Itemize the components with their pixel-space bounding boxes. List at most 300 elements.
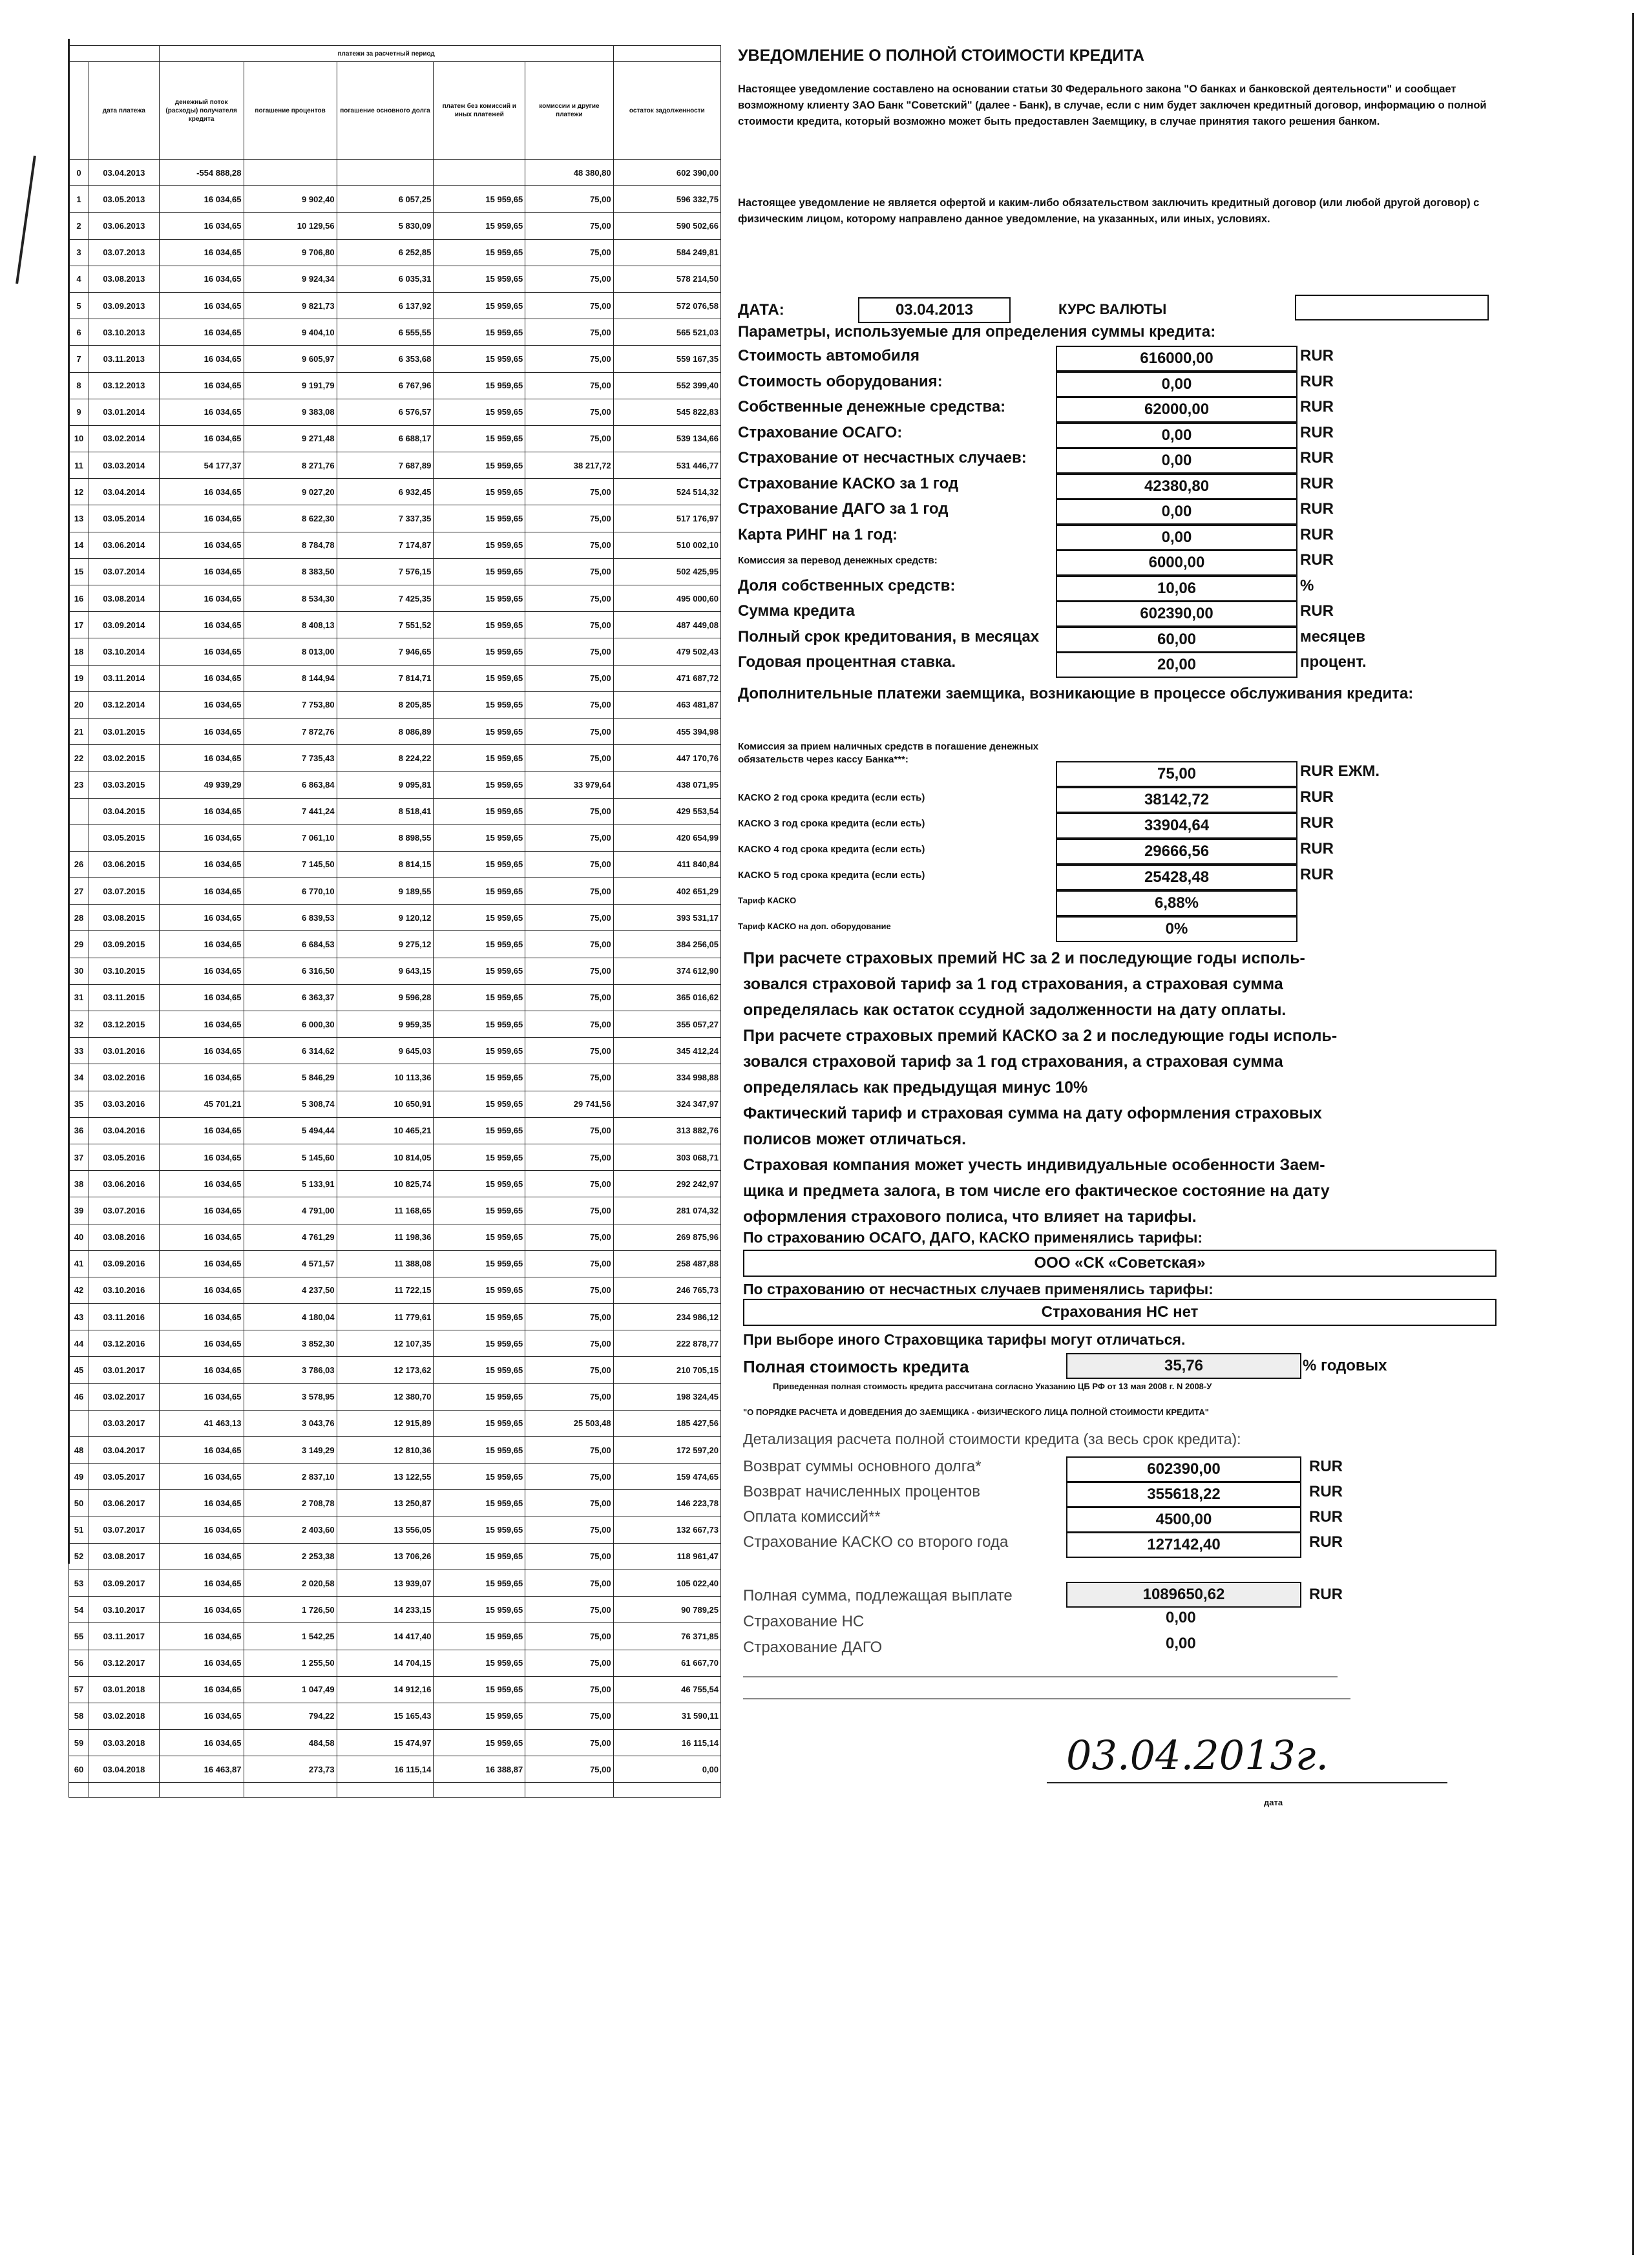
table-cell: 75,00: [525, 213, 613, 239]
table-cell: 15 959,65: [434, 905, 525, 931]
table-cell: 75,00: [525, 984, 613, 1011]
table-cell: 8: [69, 372, 89, 399]
table-cell: 75,00: [525, 851, 613, 877]
extra-label: КАСКО 3 год срока кредита (если есть): [738, 818, 925, 829]
table-cell: 15 959,65: [434, 1011, 525, 1038]
table-row: [69, 1011, 721, 1038]
table-cell: 16 034,65: [159, 1437, 244, 1464]
table-cell: 447 170,76: [613, 745, 720, 772]
table-cell: 3 149,29: [244, 1437, 337, 1464]
table-cell: 16 034,65: [159, 1197, 244, 1224]
param-value: 62000,00: [1056, 397, 1297, 423]
table-cell: 14 912,16: [337, 1676, 434, 1703]
table-cell: 15 959,65: [434, 1330, 525, 1357]
table-cell: 03.01.2015: [89, 718, 160, 744]
table-row: [69, 1224, 721, 1250]
table-cell: 23: [69, 772, 89, 798]
param-value: 0,00: [1056, 499, 1297, 525]
table-cell: 9 596,28: [337, 984, 434, 1011]
table-cell: 4 791,00: [244, 1197, 337, 1224]
table-cell: 75,00: [525, 1357, 613, 1383]
table-cell: 36: [69, 1117, 89, 1144]
table-cell: 2 837,10: [244, 1464, 337, 1490]
table-cell: 15 959,65: [434, 1224, 525, 1250]
table-cell: 172 597,20: [613, 1437, 720, 1464]
table-cell: 15 959,65: [434, 346, 525, 372]
table-cell: 6 555,55: [337, 319, 434, 346]
table-cell: 75,00: [525, 319, 613, 346]
table-cell: 16 115,14: [613, 1730, 720, 1756]
column-header: дата платежа: [89, 62, 160, 160]
table-cell: 15 959,65: [434, 1383, 525, 1410]
table-row: [69, 1091, 721, 1117]
note-line: щика и предмета залога, в том числе его фактическое состояние на дату: [743, 1182, 1330, 1200]
table-cell: 15 959,65: [434, 1490, 525, 1517]
table-cell: 03.02.2014: [89, 425, 160, 452]
table-row: [69, 160, 721, 186]
table-cell: 552 399,40: [613, 372, 720, 399]
table-cell: 198 324,45: [613, 1383, 720, 1410]
detail-label: Страхование КАСКО со второго года: [743, 1533, 1009, 1551]
table-cell: 03.02.2017: [89, 1383, 160, 1410]
table-cell: 31 590,11: [613, 1703, 720, 1729]
table-cell: 50: [69, 1490, 89, 1517]
table-cell: 45: [69, 1357, 89, 1383]
table-row: [69, 638, 721, 665]
table-cell: 384 256,05: [613, 931, 720, 958]
param-unit: месяцев: [1300, 627, 1365, 646]
table-cell: 9: [69, 399, 89, 425]
table-cell: 8 144,94: [244, 665, 337, 691]
table-cell: 15 959,65: [434, 772, 525, 798]
table-cell: 75,00: [525, 1676, 613, 1703]
table-cell: 185 427,56: [613, 1410, 720, 1436]
table-row: [69, 239, 721, 266]
param-unit: RUR: [1300, 500, 1334, 518]
table-cell: 584 249,81: [613, 239, 720, 266]
table-cell: 16 034,65: [159, 691, 244, 718]
table-cell: 16 034,65: [159, 1117, 244, 1144]
table-cell: 7 872,76: [244, 718, 337, 744]
table-cell: 12 173,62: [337, 1357, 434, 1383]
table-cell: 46: [69, 1383, 89, 1410]
table-cell: 429 553,54: [613, 798, 720, 824]
table-row: [69, 1623, 721, 1650]
table-row: [69, 399, 721, 425]
table-cell: 10 465,21: [337, 1117, 434, 1144]
extra-label: Комиссия за прием наличных средств в погашение денежных обязательств через кассу Банка***:: [738, 741, 1039, 765]
table-cell: 03.08.2014: [89, 585, 160, 612]
table-cell: 16 034,65: [159, 292, 244, 319]
param-value: 0,00: [1056, 525, 1297, 551]
table-cell: 03.12.2013: [89, 372, 160, 399]
table-cell: 15 959,65: [434, 213, 525, 239]
table-cell: 19: [69, 665, 89, 691]
table-cell: 75,00: [525, 1277, 613, 1303]
totals-cell: [337, 1783, 434, 1798]
table-cell: 03.08.2013: [89, 266, 160, 292]
table-cell: 75,00: [525, 1250, 613, 1277]
table-cell: 517 176,97: [613, 505, 720, 532]
table-row: [69, 745, 721, 772]
table-cell: 15 959,65: [434, 479, 525, 505]
table-cell: 03.02.2016: [89, 1064, 160, 1091]
note-line: оформления страхового полиса, что влияет на тарифы.: [743, 1208, 1197, 1226]
param-unit: RUR: [1300, 372, 1334, 390]
table-cell: 29 741,56: [525, 1091, 613, 1117]
table-cell: 5 145,60: [244, 1144, 337, 1170]
group-header: платежи за расчетный период: [159, 46, 613, 62]
table-cell: 16 034,65: [159, 266, 244, 292]
table-cell: 16 034,65: [159, 1730, 244, 1756]
table-cell: 03.09.2016: [89, 1250, 160, 1277]
param-label: Карта РИНГ на 1 год:: [738, 525, 898, 543]
table-cell: 15 959,65: [434, 1144, 525, 1170]
table-cell: 365 016,62: [613, 984, 720, 1011]
table-row: [69, 1597, 721, 1623]
table-row: [69, 532, 721, 558]
table-cell: 16 463,87: [159, 1756, 244, 1783]
note-line: зовался страховой тариф за 1 год страхования, а страховая сумма: [743, 1053, 1283, 1071]
table-cell: 15 959,65: [434, 1250, 525, 1277]
table-cell: 16 034,65: [159, 1330, 244, 1357]
extra-value: 33904,64: [1056, 813, 1297, 839]
totals-cell: [613, 1783, 720, 1798]
table-cell: 7 441,24: [244, 798, 337, 824]
table-cell: 15 959,65: [434, 1703, 525, 1729]
notice-paragraph-2: Настоящее уведомление не является офертой и каким-либо обязательством заключить кредитный договор (или любой другой договор) с физическим лицом, которому направлено данное уведомление, на указанных, или иных, условиях.: [738, 197, 1480, 225]
table-cell: 455 394,98: [613, 718, 720, 744]
table-cell: 03.11.2013: [89, 346, 160, 372]
table-cell: 75,00: [525, 1038, 613, 1064]
table-cell: 210 705,15: [613, 1357, 720, 1383]
table-cell: 20: [69, 691, 89, 718]
table-cell: 75,00: [525, 745, 613, 772]
totals-cell: [89, 1783, 160, 1798]
table-cell: 03.08.2017: [89, 1543, 160, 1570]
table-cell: 9 027,20: [244, 479, 337, 505]
table-cell: 8 205,85: [337, 691, 434, 718]
table-cell: 46 755,54: [613, 1676, 720, 1703]
table-cell: 8 622,30: [244, 505, 337, 532]
table-cell: 2 253,38: [244, 1543, 337, 1570]
table-cell: 559 167,35: [613, 346, 720, 372]
table-row: [69, 1730, 721, 1756]
table-cell: 03.12.2014: [89, 691, 160, 718]
table-cell: 75,00: [525, 399, 613, 425]
table-row: [69, 1304, 721, 1330]
table-cell: 15 959,65: [434, 1357, 525, 1383]
table-cell: 03.01.2016: [89, 1038, 160, 1064]
table-cell: 292 242,97: [613, 1171, 720, 1197]
table-cell: 15 959,65: [434, 798, 525, 824]
table-cell: 12 107,35: [337, 1330, 434, 1357]
table-row: [69, 984, 721, 1011]
table-cell: 75,00: [525, 532, 613, 558]
table-cell: 03.02.2018: [89, 1703, 160, 1729]
table-cell: 16 034,65: [159, 505, 244, 532]
table-cell: 90 789,25: [613, 1597, 720, 1623]
param-unit: %: [1300, 576, 1314, 594]
table-cell: 9 404,10: [244, 319, 337, 346]
table-cell: 16 034,65: [159, 931, 244, 958]
table-cell: 16 034,65: [159, 186, 244, 213]
table-cell: 03.12.2015: [89, 1011, 160, 1038]
table-cell: 48 380,80: [525, 160, 613, 186]
table-row: [69, 505, 721, 532]
table-cell: 03.03.2014: [89, 452, 160, 479]
table-cell: 38: [69, 1171, 89, 1197]
table-cell: 9 706,80: [244, 239, 337, 266]
table-cell: 16 034,65: [159, 1171, 244, 1197]
table-cell: 11 168,65: [337, 1197, 434, 1224]
payment-schedule-table: [68, 45, 721, 1798]
table-cell: 28: [69, 905, 89, 931]
table-cell: [434, 160, 525, 186]
table-cell: 5 133,91: [244, 1171, 337, 1197]
table-cell: 8 534,30: [244, 585, 337, 612]
table-cell: 7 814,71: [337, 665, 434, 691]
table-cell: 7 551,52: [337, 612, 434, 638]
table-cell: 17: [69, 612, 89, 638]
notice-title: УВЕДОМЛЕНИЕ О ПОЛНОЙ СТОИМОСТИ КРЕДИТА: [738, 47, 1144, 65]
table-cell: 16 034,65: [159, 612, 244, 638]
note-line: зовался страховой тариф за 1 год страхования, а страховая сумма: [743, 975, 1283, 993]
table-cell: 37: [69, 1144, 89, 1170]
table-cell: 510 002,10: [613, 532, 720, 558]
psk-note-2: "О ПОРЯДКЕ РАСЧЕТА И ДОВЕДЕНИЯ ДО ЗАЕМЩИКА - ФИЗИЧЕСКОГО ЛИЦА ПОЛНОЙ СТОИМОСТИ КРЕДИТА": [743, 1407, 1209, 1417]
totals-row: [69, 1783, 721, 1798]
table-cell: 7 576,15: [337, 558, 434, 585]
table-cell: 03.07.2015: [89, 878, 160, 905]
table-cell: 41: [69, 1250, 89, 1277]
table-cell: 03.09.2014: [89, 612, 160, 638]
table-cell: 12 810,36: [337, 1437, 434, 1464]
table-cell: 11 779,61: [337, 1304, 434, 1330]
table-cell: 524 514,32: [613, 479, 720, 505]
param-value: 0,00: [1056, 372, 1297, 397]
table-cell: 479 502,43: [613, 638, 720, 665]
table-cell: -554 888,28: [159, 160, 244, 186]
table-cell: 75,00: [525, 558, 613, 585]
table-row: [69, 905, 721, 931]
table-cell: 15 959,65: [434, 239, 525, 266]
table-cell: 03.07.2016: [89, 1197, 160, 1224]
table-cell: 03.03.2015: [89, 772, 160, 798]
table-cell: 03.06.2013: [89, 213, 160, 239]
note-line: определялась как остаток ссудной задолженности на дату оплаты.: [743, 1001, 1287, 1019]
param-value: 42380,80: [1056, 474, 1297, 499]
extra-unit: RUR: [1300, 788, 1334, 806]
table-row: [69, 585, 721, 612]
table-cell: 539 134,66: [613, 425, 720, 452]
extra-unit: RUR: [1300, 840, 1334, 857]
column-header: денежный поток (расходы) получателя кредита: [159, 62, 244, 160]
table-cell: 75,00: [525, 1011, 613, 1038]
note-line: При расчете страховых премий НС за 2 и последующие годы исполь-: [743, 949, 1305, 967]
table-cell: 75,00: [525, 718, 613, 744]
table-cell: 9 383,08: [244, 399, 337, 425]
table-cell: 13 556,05: [337, 1517, 434, 1543]
table-cell: 16 034,65: [159, 1277, 244, 1303]
table-cell: 75,00: [525, 905, 613, 931]
date-label: ДАТА:: [738, 301, 784, 319]
table-cell: 15 959,65: [434, 1038, 525, 1064]
table-row: [69, 1570, 721, 1596]
ins-dago-value: 0,00: [1166, 1635, 1196, 1652]
table-cell: 18: [69, 638, 89, 665]
table-cell: 15 959,65: [434, 532, 525, 558]
table-cell: 11 198,36: [337, 1224, 434, 1250]
table-cell: 03.05.2014: [89, 505, 160, 532]
detail-value: 127142,40: [1066, 1532, 1301, 1558]
table-cell: 15 959,65: [434, 1597, 525, 1623]
table-cell: 596 332,75: [613, 186, 720, 213]
table-row: [69, 931, 721, 958]
param-label: Страхование от несчастных случаев:: [738, 449, 1027, 467]
table-cell: 5 846,29: [244, 1064, 337, 1091]
table-cell: 6 057,25: [337, 186, 434, 213]
table-cell: 16 034,65: [159, 399, 244, 425]
table-row: [69, 1464, 721, 1490]
table-cell: 8 224,22: [337, 745, 434, 772]
table-cell: 16 034,65: [159, 532, 244, 558]
table-cell: 6 314,62: [244, 1038, 337, 1064]
table-cell: 75,00: [525, 186, 613, 213]
table-cell: 0: [69, 160, 89, 186]
table-cell: 13 706,26: [337, 1543, 434, 1570]
table-cell: 03.08.2015: [89, 905, 160, 931]
table-row: [69, 1197, 721, 1224]
detail-unit: RUR: [1309, 1483, 1343, 1500]
table-row: [69, 479, 721, 505]
table-row: [69, 718, 721, 744]
extra-value: 0%: [1056, 916, 1297, 942]
table-cell: 15 959,65: [434, 558, 525, 585]
table-cell: 4 180,04: [244, 1304, 337, 1330]
table-cell: 355 057,27: [613, 1011, 720, 1038]
table-cell: 26: [69, 851, 89, 877]
table-cell: 75,00: [525, 425, 613, 452]
table-cell: 7: [69, 346, 89, 372]
param-label: Страхование ОСАГО:: [738, 423, 903, 441]
table-cell: 75,00: [525, 292, 613, 319]
table-row: [69, 1410, 721, 1436]
table-cell: 75,00: [525, 1144, 613, 1170]
table-cell: 03.04.2018: [89, 1756, 160, 1783]
table-cell: 16 034,65: [159, 1250, 244, 1277]
table-cell: 4 571,57: [244, 1250, 337, 1277]
scan-noise-line: [743, 1698, 1350, 1699]
detail-unit: RUR: [1309, 1458, 1343, 1475]
table-cell: 1: [69, 186, 89, 213]
table-cell: 03.06.2014: [89, 532, 160, 558]
extra-value: 38142,72: [1056, 787, 1297, 813]
table-cell: 246 765,73: [613, 1277, 720, 1303]
table-cell: 15 959,65: [434, 585, 525, 612]
table-row: [69, 372, 721, 399]
table-cell: 5 830,09: [337, 213, 434, 239]
table-cell: 16 034,65: [159, 479, 244, 505]
table-cell: 75,00: [525, 1730, 613, 1756]
total-unit: RUR: [1309, 1586, 1343, 1603]
table-cell: 16 034,65: [159, 798, 244, 824]
table-cell: 55: [69, 1623, 89, 1650]
param-label: Доля собственных средств:: [738, 576, 956, 594]
column-header: платеж без комиссий и иных платежей: [434, 62, 525, 160]
table-cell: 10 825,74: [337, 1171, 434, 1197]
table-cell: 48: [69, 1437, 89, 1464]
param-label: Стоимость автомобиля: [738, 347, 919, 364]
totals-cell: [159, 1783, 244, 1798]
table-cell: 7 687,89: [337, 452, 434, 479]
signature-line: [1047, 1782, 1447, 1783]
table-cell: 16 034,65: [159, 425, 244, 452]
other-insurer-note: При выборе иного Страховщика тарифы могут отличаться.: [743, 1331, 1186, 1348]
table-cell: 16 115,14: [337, 1756, 434, 1783]
table-cell: 16: [69, 585, 89, 612]
table-cell: 75,00: [525, 958, 613, 984]
table-cell: 25 503,48: [525, 1410, 613, 1436]
table-cell: 75,00: [525, 612, 613, 638]
table-cell: 16 034,65: [159, 346, 244, 372]
table-cell: 15 959,65: [434, 1517, 525, 1543]
table-cell: 03.04.2017: [89, 1437, 160, 1464]
table-cell: 03.10.2014: [89, 638, 160, 665]
table-cell: 03.04.2016: [89, 1117, 160, 1144]
table-cell: 545 822,83: [613, 399, 720, 425]
extra-label: КАСКО 4 год срока кредита (если есть): [738, 844, 925, 855]
table-cell: 273,73: [244, 1756, 337, 1783]
table-cell: 281 074,32: [613, 1197, 720, 1224]
table-cell: 3 786,03: [244, 1357, 337, 1383]
table-row: [69, 798, 721, 824]
table-cell: 3 852,30: [244, 1330, 337, 1357]
param-value: 0,00: [1056, 448, 1297, 474]
table-cell: 16 034,65: [159, 824, 244, 851]
extra-unit: RUR: [1300, 866, 1334, 883]
table-cell: 15 959,65: [434, 1410, 525, 1436]
table-cell: 16 034,65: [159, 1650, 244, 1676]
table-cell: 03.08.2016: [89, 1224, 160, 1250]
param-unit: RUR: [1300, 474, 1334, 492]
table-cell: 39: [69, 1197, 89, 1224]
table-cell: 57: [69, 1676, 89, 1703]
table-cell: 03.04.2014: [89, 479, 160, 505]
table-cell: 32: [69, 1011, 89, 1038]
table-cell: 03.09.2017: [89, 1570, 160, 1596]
table-cell: 15 959,65: [434, 931, 525, 958]
table-cell: 9 821,73: [244, 292, 337, 319]
extra-unit: RUR: [1300, 814, 1334, 832]
table-cell: 14 704,15: [337, 1650, 434, 1676]
table-row: [69, 665, 721, 691]
table-cell: 16 034,65: [159, 1676, 244, 1703]
table-row: [69, 186, 721, 213]
table-cell: 75,00: [525, 1756, 613, 1783]
table-cell: 15 959,65: [434, 1091, 525, 1117]
table-cell: 03.12.2016: [89, 1330, 160, 1357]
table-cell: 03.12.2017: [89, 1650, 160, 1676]
table-cell: 334 998,88: [613, 1064, 720, 1091]
table-cell: 6 863,84: [244, 772, 337, 798]
extra-label: Тариф КАСКО: [738, 896, 797, 905]
totals-cell: [434, 1783, 525, 1798]
table-cell: 9 189,55: [337, 878, 434, 905]
table-cell: 374 612,90: [613, 958, 720, 984]
table-cell: 03.11.2014: [89, 665, 160, 691]
table-cell: 75,00: [525, 931, 613, 958]
